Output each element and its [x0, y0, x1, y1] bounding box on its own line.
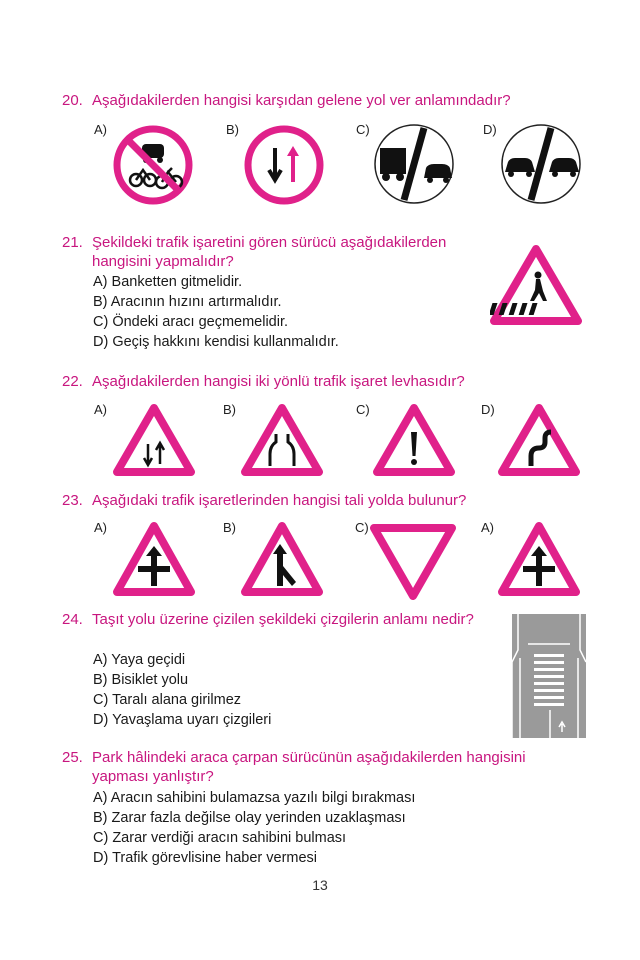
question-number: 23. — [62, 492, 83, 509]
answer-c: C) Taralı alana girilmez — [93, 692, 242, 708]
question-25-title — [62, 748, 526, 786]
option-c-label: C) — [355, 520, 369, 535]
question-22-title — [62, 372, 465, 391]
question-21-answers — [93, 272, 339, 352]
answer-b: B) Zarar fazla değilse olay yerinden uzaklaşması — [93, 810, 406, 826]
question-text-line-2: yapması yanlıştır? — [92, 768, 214, 785]
question-text-line-1: Park hâlindeki araca çarpan sürücünün aşağıdakilerden hangisini — [92, 749, 526, 766]
yield-sign-icon — [368, 522, 458, 602]
end-of-no-overtaking-trucks-sign-icon — [372, 122, 456, 206]
question-23-title — [62, 491, 466, 510]
option-d-label: D) — [483, 122, 497, 137]
question-25-answers — [93, 788, 415, 868]
page-number: 13 — [312, 877, 328, 893]
priority-for-oncoming-traffic-sign-icon — [243, 124, 325, 206]
option-a-label: A) — [94, 402, 107, 417]
answer-b: B) Bisiklet yolu — [93, 672, 189, 688]
crossroads-priority-sign-icon — [112, 520, 196, 598]
question-number: 24. — [62, 611, 83, 628]
option-a-label: A) — [94, 122, 107, 137]
option-b-label: B) — [223, 520, 236, 535]
option-d-label: A) — [481, 520, 494, 535]
option-b-label: B) — [223, 402, 236, 417]
option-a-label: A) — [94, 520, 107, 535]
road-narrows-sign-icon — [240, 402, 324, 478]
question-number: 21. — [62, 234, 83, 251]
answer-c: C) Öndeki aracı geçmemelidir. — [93, 314, 289, 330]
answer-a: A) Yaya geçidi — [93, 652, 186, 668]
answer-b: B) Aracının hızını artırmalıdır. — [93, 294, 282, 310]
crossroads-priority-sign-icon — [497, 520, 581, 598]
answer-c: C) Zarar verdiği aracın sahibini bulması — [93, 830, 347, 846]
question-21-title — [62, 233, 446, 271]
answer-d: D) Yavaşlama uyarı çizgileri — [93, 712, 272, 728]
no-overtaking-trucks-cyclists-sign-icon — [112, 124, 194, 206]
answer-a: A) Banketten gitmelidir. — [93, 274, 243, 290]
general-danger-sign-icon — [372, 402, 456, 478]
answer-d: D) Trafik görevlisine haber vermesi — [93, 850, 318, 866]
end-of-no-overtaking-sign-icon — [499, 122, 583, 206]
question-text-line-1: Şekildeki trafik işaretini gören sürücü aşağıdakilerden — [92, 234, 447, 251]
option-c-label: C) — [356, 402, 370, 417]
question-number: 22. — [62, 373, 83, 390]
side-road-junction-sign-icon — [240, 520, 324, 598]
double-bend-sign-icon — [497, 402, 581, 478]
question-number: 20. — [62, 92, 83, 109]
option-c-label: C) — [356, 122, 370, 137]
question-24-answers — [93, 650, 271, 730]
question-number: 25. — [62, 749, 83, 766]
question-text-line-2: hangisini yapmalıdır? — [92, 253, 234, 270]
question-text: Aşağıdakilerden hangisi karşıdan gelene yol ver anlamındadır? — [92, 92, 511, 109]
option-b-label: B) — [226, 122, 239, 137]
two-way-traffic-sign-icon — [112, 402, 196, 478]
answer-a: A) Aracın sahibini bulamazsa yazılı bilgi bırakması — [93, 790, 416, 806]
question-text: Aşağıdaki trafik işaretlerinden hangisi tali yolda bulunur? — [92, 492, 467, 509]
question-20-title — [62, 91, 511, 110]
pedestrian-crossing-sign-icon — [490, 243, 582, 327]
question-text: Taşıt yolu üzerine çizilen şekildeki çizgilerin anlamı nedir? — [92, 611, 474, 628]
question-text: Aşağıdakilerden hangisi iki yönlü trafik işaret levhasıdır? — [92, 373, 465, 390]
question-24-title — [62, 610, 474, 629]
answer-d: D) Geçiş hakkını kendisi kullanmalıdır. — [93, 334, 339, 350]
road-markings-image — [512, 614, 586, 738]
option-d-label: D) — [481, 402, 495, 417]
